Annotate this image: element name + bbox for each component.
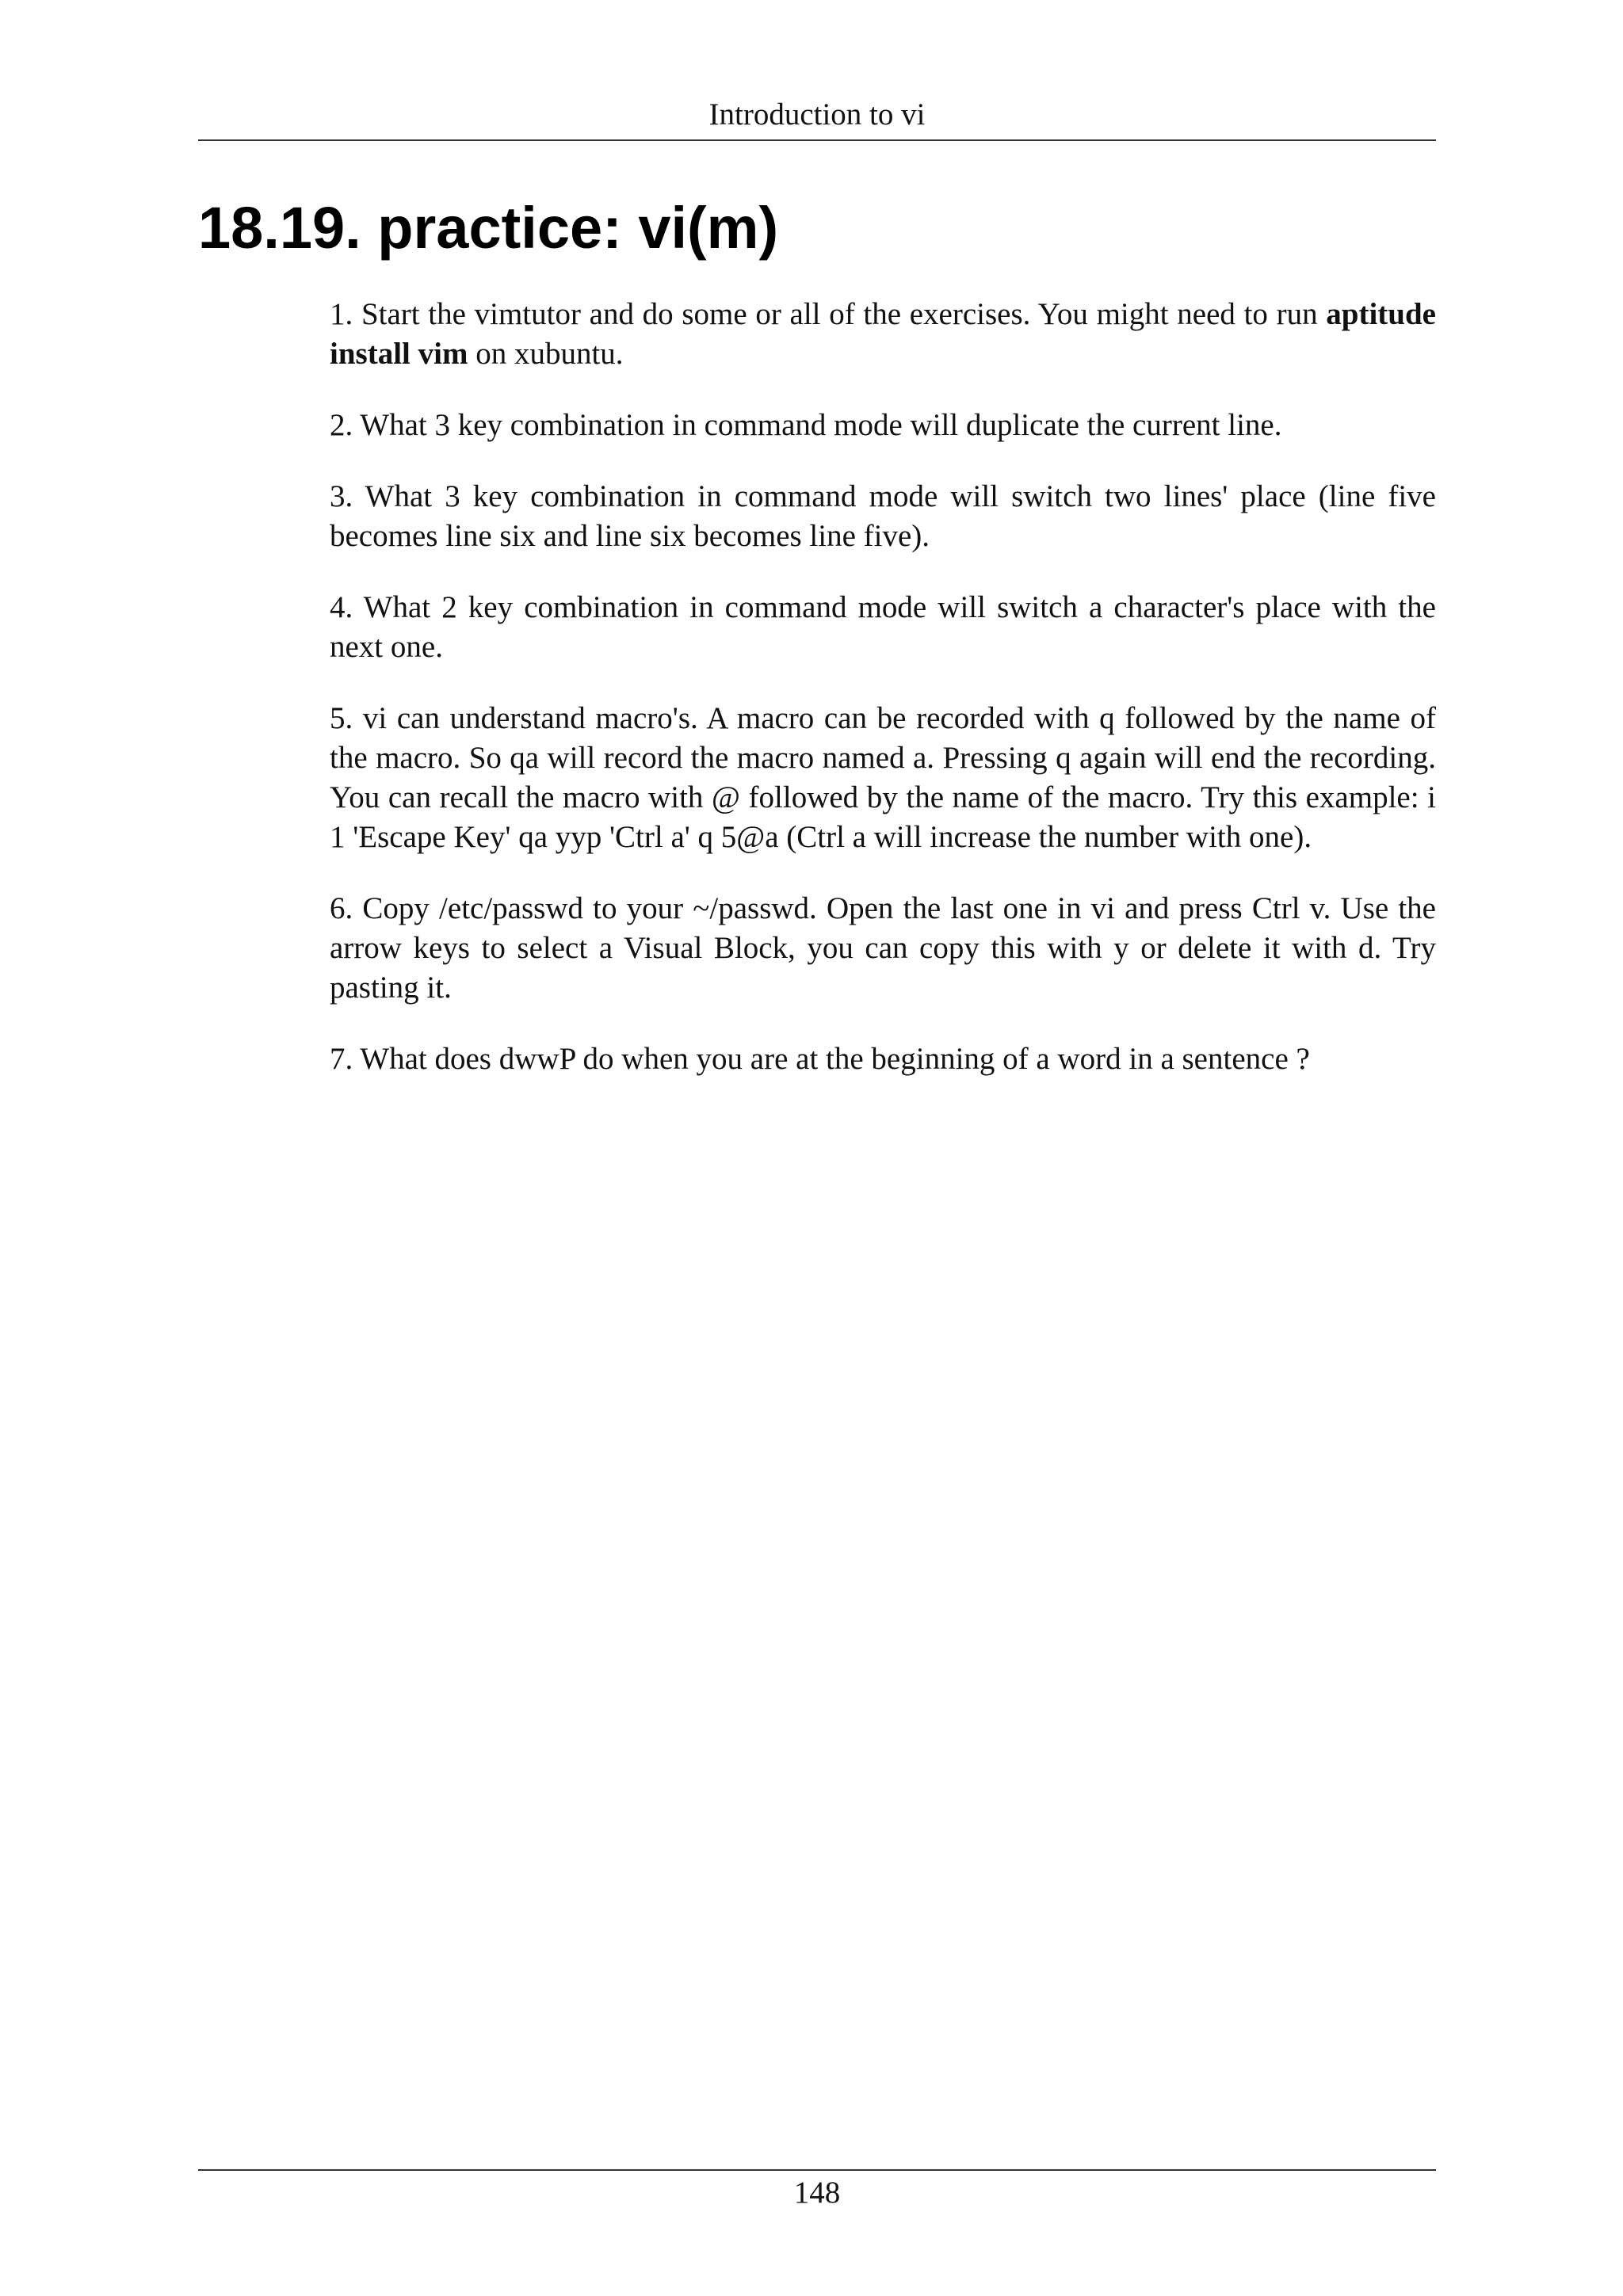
chapter-title: 18.19. practice: vi(m)	[198, 195, 779, 261]
exercise-item-6: 6. Copy /etc/passwd to your ~/passwd. Open the last one in vi and press Ctrl v. Use the arrow keys to select a Visual Block, you can copy this with y or delete it with d. Try pasting it.	[330, 891, 1436, 1005]
exercise-item-3: 3. What 3 key combination in command mode will switch two lines' place (line five becomes line six and line six becomes line five).	[330, 479, 1436, 553]
exercise-item-5: 5. vi can understand macro's. A macro can be recorded with q followed by the name of the macro. So qa will record the macro named a. Pressing q again will end the recording. You can recall the macro with @ followed by the name of the macro. Try this example: i 1 'Escape Key' qa yyp 'Ctrl a' q 5@a (Ctrl a will increase the number with one).	[330, 701, 1436, 854]
exercise-list	[330, 295, 1436, 1111]
page-footer	[198, 2169, 1436, 2214]
exercise-item-2: 2. What 3 key combination in command mode will duplicate the current line.	[330, 408, 1282, 442]
running-header-title: Introduction to vi	[708, 97, 926, 132]
exercise-1-text-before: 1. Start the vimtutor and do some or all of the exercises. You might need to run	[330, 297, 1327, 331]
exercise-1-text-after: on xubuntu.	[468, 337, 624, 371]
page-number: 148	[793, 2176, 841, 2210]
exercise-item-1	[330, 295, 1436, 374]
exercise-1-command: aptitude install vim	[330, 297, 1436, 371]
running-header	[198, 90, 1436, 141]
exercise-item-7: 7. What does dwwP do when you are at the beginning of a word in a sentence ?	[330, 1042, 1310, 1076]
exercise-item-4: 4. What 2 key combination in command mode will switch a character's place with the next one.	[330, 590, 1436, 664]
